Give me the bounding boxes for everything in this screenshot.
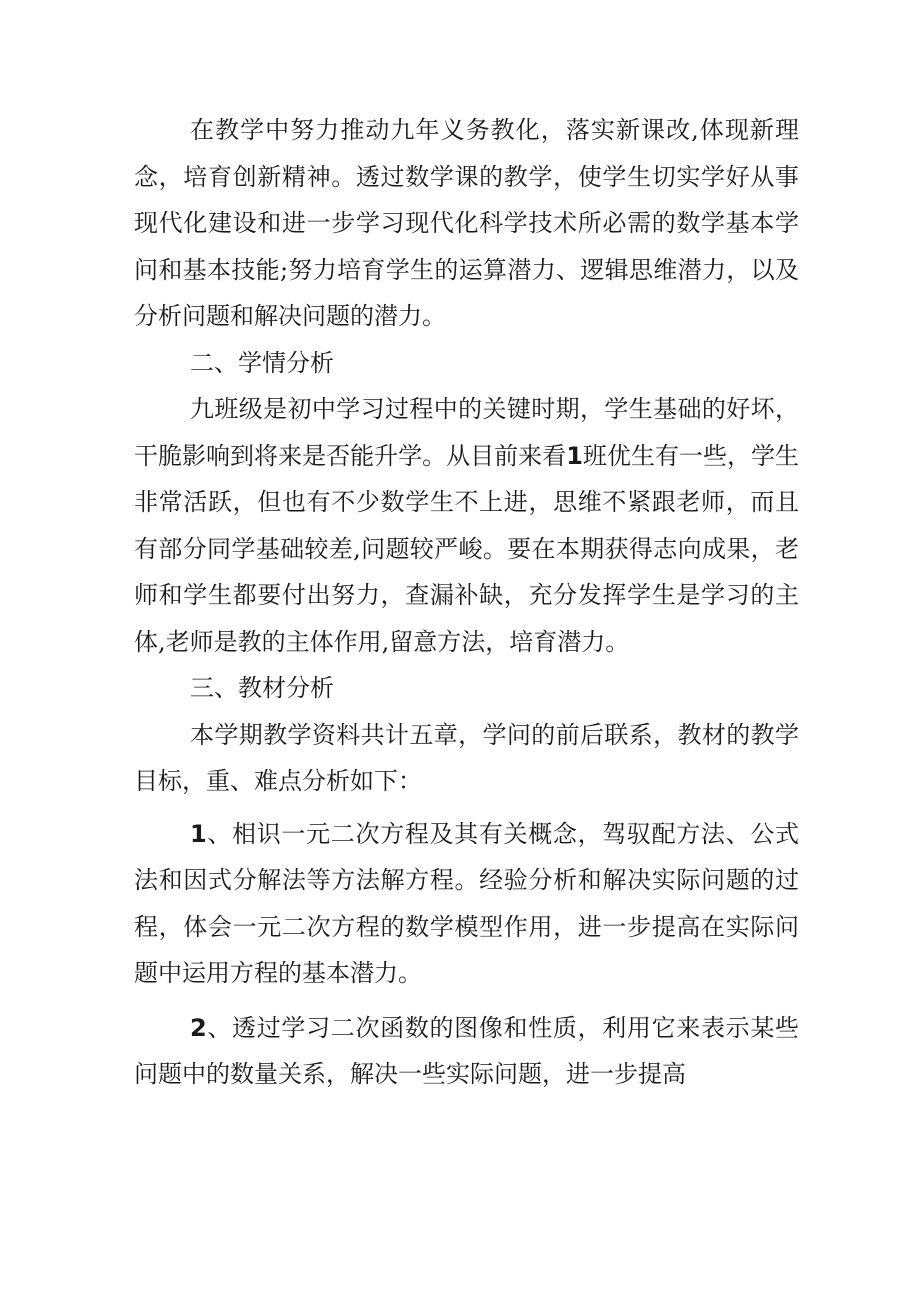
document-body [134,107,799,1098]
list-item [134,811,799,997]
section-heading-learning-analysis: 二、学情分析 [190,348,334,377]
list-item [134,1005,799,1098]
learning-analysis-text-after: 班优生有一些，学生非常活跃，但也有不少数学生不上进，思维不紧跟老师，而且有部分同学基础较差,问题较严峻。要在本期获得志向成果，老师和学生都要付出努力，查漏补缺，充分发挥学生是学习的主体,老师是教的主体作用,留意方法，培育潜力。 [134,441,800,656]
learning-analysis-text-before: 九班级是初中学习过程中的关键时期，学生基础的好坏，干脆影响到将来是否能升学。从目前来看 [134,395,799,470]
class-number: 1 [566,441,583,470]
list-item-text: 、透过学习二次函数的图像和性质，利用它来表示某些问题中的数量关系，解决一些实际问题，进一步提高 [134,1013,799,1088]
textbook-analysis-paragraph: 本学期教学资料共计五章，学问的前后联系，教材的教学目标，重、难点分析如下： [134,720,799,795]
list-item-number: 2 [190,1013,207,1042]
list-item-number: 1 [190,819,207,848]
learning-analysis-paragraph [134,386,799,665]
list-item-text: 、相识一元二次方程及其有关概念，驾驭配方法、公式法和因式分解法等方法解方程。经验分析和解决实际问题的过程，体会一元二次方程的数学模型作用，进一步提高在实际问题中运用方程的基本潜力。 [134,819,799,987]
intro-paragraph: 在教学中努力推动九年义务教化，落实新课改,体现新理念，培育创新精神。透过数学课的教学，使学生切实学好从事现代化建设和进一步学习现代化科学技术所必需的数学基本学问和基本技能;努力培育学生的运算潜力、逻辑思维潜力，以及分析问题和解决问题的潜力。 [134,116,799,330]
section-heading-textbook-analysis: 三、教材分析 [190,674,334,702]
